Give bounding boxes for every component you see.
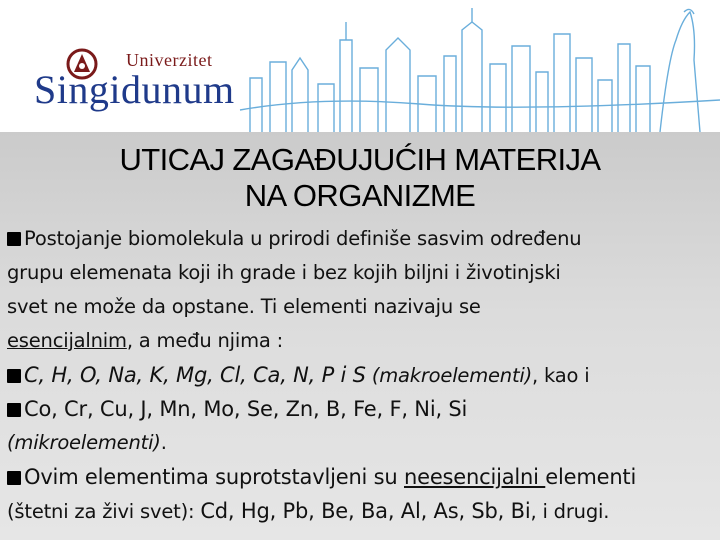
university-logo[interactable]	[30, 48, 235, 118]
text-span: (štetni za živi svet):	[7, 500, 201, 523]
logo-text-singidunum: Singidunum	[34, 67, 235, 112]
bullet-square-icon	[7, 232, 21, 246]
slide-body	[7, 222, 715, 528]
slide-content	[0, 132, 720, 540]
bullet-square-icon	[7, 471, 21, 485]
text-span: Postojanje biomolekula u prirodi definiše sasvim određenu	[24, 227, 582, 250]
text-span: grupu elemenata koji ih grade i bez kojih biljni i životinjski	[7, 261, 561, 284]
text-span: , i drugi.	[530, 500, 610, 523]
text-span: , kao i	[532, 364, 590, 387]
text-span: (mikroelementi)	[7, 431, 161, 454]
text-span: elementi	[545, 465, 637, 489]
text-span: , a među njima :	[126, 329, 283, 352]
logo-text-univerzitet: Univerzitet	[126, 50, 213, 70]
body-line	[7, 324, 715, 358]
body-line	[7, 426, 715, 460]
microelements-list: Co, Cr, Cu, J, Mn, Mo, Se, Zn, B, Fe, F, Ni, Si	[24, 397, 468, 421]
body-line	[7, 222, 715, 256]
body-line	[7, 256, 715, 290]
text-span: .	[160, 431, 167, 454]
term-esencijalnim: esencijalnim	[7, 329, 127, 352]
title-line-1: UTICAJ ZAGAĐUJUĆIH MATERIJA	[119, 142, 601, 177]
term-neesencijalni: neesencijalni	[404, 465, 546, 489]
bullet-square-icon	[7, 403, 21, 417]
text-span: svet ne može da opstane. Ti elementi nazivaju se	[7, 295, 481, 318]
text-span: (makroelementi)	[371, 364, 533, 387]
body-line	[7, 392, 715, 426]
title-line-2: NA ORGANIZME	[244, 178, 476, 213]
text-span: Ovim elementima suprotstavljeni su	[24, 465, 404, 489]
macroelements-list: C, H, O, Na, K, Mg, Cl, Ca, N, P i S	[24, 363, 366, 387]
slide-header	[0, 0, 720, 132]
bullet-square-icon	[7, 369, 21, 383]
body-line	[7, 358, 715, 392]
body-line	[7, 494, 715, 528]
body-line	[7, 460, 715, 494]
body-line	[7, 290, 715, 324]
harmful-elements-list: Cd, Hg, Pb, Be, Ba, Al, As, Sb, Bi	[200, 499, 531, 523]
slide-title	[0, 142, 720, 214]
